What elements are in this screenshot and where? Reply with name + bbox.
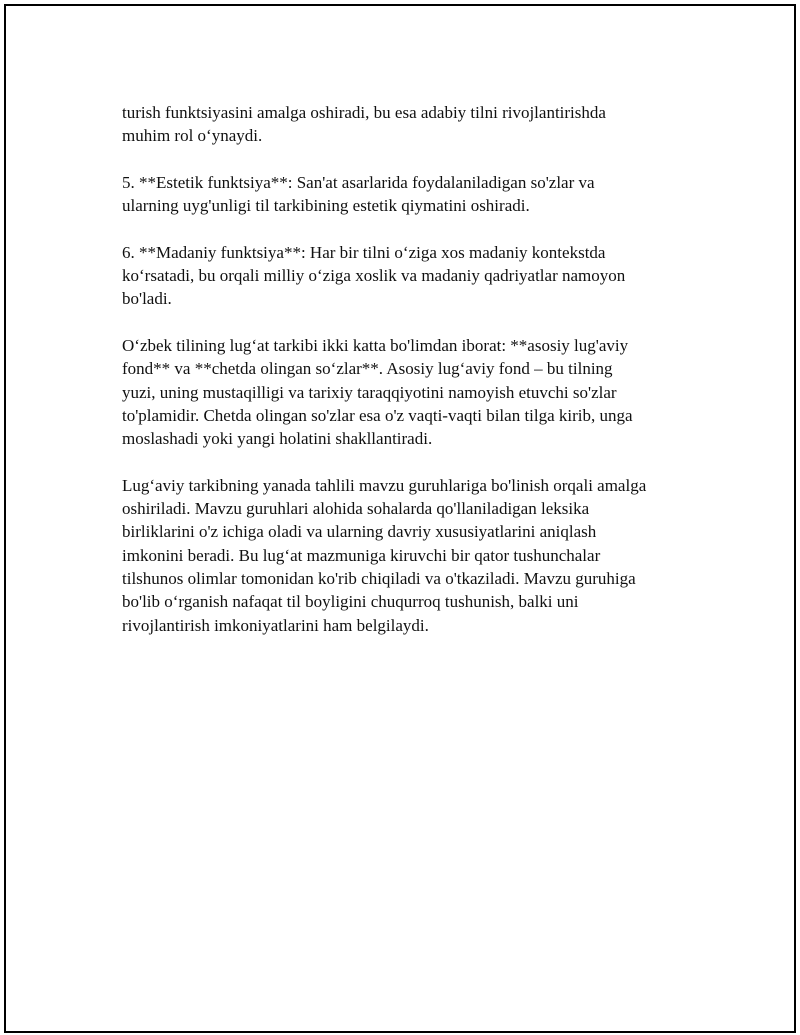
text-line: ko‘rsatadi, bu orqali milliy o‘ziga xoslik va madaniy qadriyatlar namoyon (122, 266, 626, 286)
text-line: bo'lib o‘rganish nafaqat til boyligini chuqurroq tushunish, balki uni (122, 592, 579, 612)
text-line: 6. **Madaniy funktsiya**: Har bir tilni o‘ziga xos madaniy kontekstda (122, 242, 606, 262)
text-line: imkonini beradi. Bu lug‘at mazmuniga kiruvchi bir qator tushunchalar (122, 545, 601, 565)
text-line: muhim rol o‘ynaydi. (122, 126, 263, 146)
page-frame (4, 4, 796, 1033)
text-line: moslashadi yoki yangi holatini shakllantiradi. (122, 429, 433, 449)
text-line: 5. **Estetik funktsiya**: San'at asarlarida foydalaniladigan so'zlar va (122, 172, 595, 192)
text-line: birliklarini o'z ichiga oladi va ularning davriy xususiyatlarini aniqlash (122, 522, 597, 542)
paragraph-thematic-groups (122, 474, 702, 637)
document-body (122, 101, 702, 660)
text-line: fond** va **chetda olingan so‘zlar**. Asosiy lug‘aviy fond – bu tilning (122, 359, 613, 379)
text-line: turish funktsiyasini amalga oshiradi, bu esa adabiy tilni rivojlantirishda (122, 103, 606, 122)
text-line: bo'ladi. (122, 289, 172, 309)
text-line: rivojlantirish imkoniyatlarini ham belgilaydi. (122, 615, 429, 635)
text-line: oshiriladi. Mavzu guruhlari alohida sohalarda qo'llaniladigan leksika (122, 499, 590, 519)
text-line: tilshunos olimlar tomonidan ko'rib chiqiladi va o'tkaziladi. Mavzu guruhiga (122, 568, 636, 588)
paragraph-lexical-composition (122, 334, 702, 450)
paragraph-aesthetic-function (122, 171, 702, 218)
text-line: Lug‘aviy tarkibning yanada tahlili mavzu guruhlariga bo'linish orqali amalga (122, 475, 647, 495)
text-line: yuzi, uning mustaqilligi va tarixiy taraqqiyotini namoyish etuvchi so'zlar (122, 382, 617, 402)
paragraph-cultural-function (122, 241, 702, 311)
text-line: O‘zbek tilining lug‘at tarkibi ikki katta bo'limdan iborat: **asosiy lug'aviy (122, 335, 629, 355)
text-line: ularning uyg'unligi til tarkibining estetik qiymatini oshiradi. (122, 196, 530, 216)
text-line: to'plamidir. Chetda olingan so'zlar esa o'z vaqti-vaqti bilan tilga kirib, unga (122, 405, 633, 425)
paragraph-intro-continuation (122, 101, 702, 148)
